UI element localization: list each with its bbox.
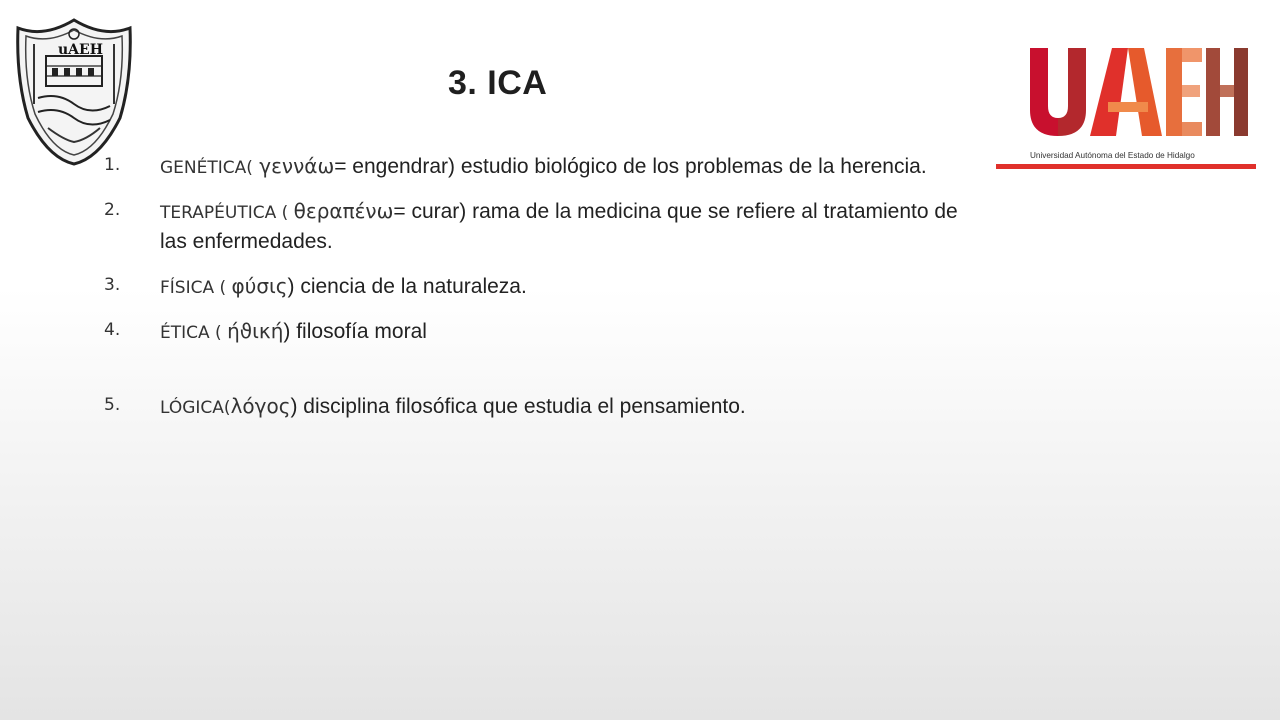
item-greek-word: γεννάω: [252, 154, 335, 178]
item-number: 5.: [104, 395, 121, 415]
item-number: 4.: [104, 320, 121, 340]
item-term: FÍSICA (: [160, 278, 232, 298]
list-item: [104, 152, 984, 183]
definition-list: [104, 152, 984, 423]
item-number: 1.: [104, 155, 121, 175]
item-greek-word: ήϑική: [227, 319, 284, 343]
item-number: 3.: [104, 275, 121, 295]
logo-caption: Universidad Autónoma del Estado de Hidalgo: [1030, 151, 1195, 160]
uaeh-logo-icon: [996, 40, 1256, 172]
list-item: [104, 392, 984, 423]
item-number: 2.: [104, 200, 121, 220]
svg-text:uAEH: uAEH: [58, 42, 103, 58]
item-definition: ) ciencia de la naturaleza.: [287, 275, 527, 298]
slide-title: 3. ICA: [448, 64, 548, 102]
item-definition: = curar) rama de la medicina que se refiere al tratamiento de las enfermedades.: [160, 200, 958, 253]
item-greek-word: θεραπένω: [293, 199, 394, 223]
item-definition: ) filosofía moral: [283, 320, 427, 343]
item-greek-word: φύσις: [231, 274, 288, 298]
list-item: [104, 272, 984, 303]
item-term: GENÉTICA(: [160, 158, 253, 178]
item-definition: = engendrar) estudio biológico de los problemas de la herencia.: [334, 155, 927, 178]
item-term: TERAPÉUTICA (: [160, 203, 294, 223]
item-term: LÓGICA(: [160, 398, 231, 418]
item-greek-word: λόγος: [230, 394, 291, 418]
item-term: ÉTICA (: [160, 323, 228, 343]
university-seal-icon: [8, 8, 140, 166]
item-definition: ) disciplina filosófica que estudia el pensamiento.: [290, 395, 746, 418]
list-item: [104, 197, 984, 258]
list-item: [104, 317, 984, 348]
logo-underline: [996, 164, 1256, 169]
